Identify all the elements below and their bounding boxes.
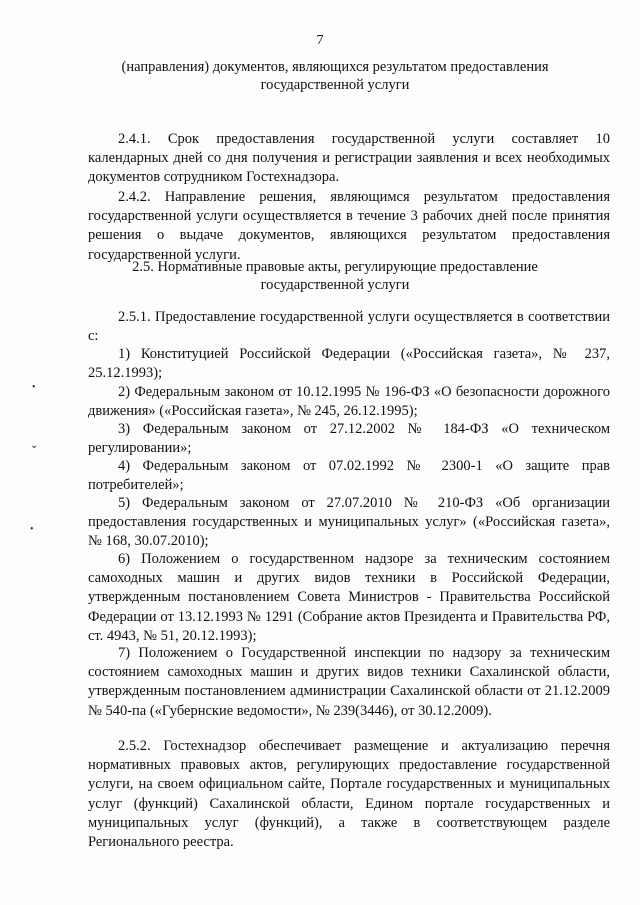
paragraph-2-4-1: 2.4.1. Срок предоставления государственной услуги составляет 10 календарных дней со дня получения и регистрации заявления и всех необходимых документов сотрудником Гостехнадзора. <box>88 131 610 186</box>
margin-dot-mark: • <box>32 382 36 393</box>
section-heading-2-5 <box>70 258 600 294</box>
list-item-6: 6) Положением о государственном надзоре за техническим состоянием самоходных машин и других видов техники в Российской Федерации, утвержденным постановлением Совета Министров - Правительства Российской Федерации от 13.12.1993 № 1291 (Собрание актов Президента и Правительства РФ, ст. 4943, № 51, 20.12.1993); <box>88 551 610 644</box>
heading-line: 2.5. Нормативные правовые акты, регулирующие предоставление <box>132 259 538 275</box>
margin-tick-mark: ⌄ <box>30 440 39 451</box>
heading-line: государственной услуги <box>260 77 410 93</box>
paragraph-2-5-1: 2.5.1. Предоставление государственной услуги осуществляется в соответствии с: <box>88 309 610 345</box>
list-item-3: 3) Федеральным законом от 27.12.2002 № 184-ФЗ «О техническом регулировании»; <box>88 421 610 457</box>
list-item-1: 1) Конституцией Российской Федерации («Российская газета», № 237, 25.12.1993); <box>88 346 610 382</box>
list-item-2: 2) Федеральным законом от 10.12.1995 № 196-ФЗ «О безопасности дорожного движения» («Российская газета», № 245, 26.12.1995); <box>88 384 610 420</box>
list-item-7: 7) Положением о Государственной инспекции по надзору за техническим состоянием самоходных машин и других видов техники Сахалинской области, утвержденным постановлением администрации Сахалинской области от 21.12.2009 № 540-па («Губернские ведомости», № 239(3446), от 30.12.2009). <box>88 645 610 719</box>
list-item-5: 5) Федеральным законом от 27.07.2010 № 210-ФЗ «Об организации предоставления государственных и муниципальных услуг» («Российская газета», № 168, 30.07.2010); <box>88 495 610 550</box>
margin-dot-mark: • <box>30 524 34 535</box>
page-number: 7 <box>316 33 324 48</box>
paragraph-2-4-2: 2.4.2. Направление решения, являющимся результатом предоставления государственной услуги осуществляется в течение 3 рабочих дней после принятия решения о выдаче документов, являющихся результатом предоставления государственной услуги. <box>88 189 610 263</box>
section-heading-2-4 <box>70 58 600 94</box>
paragraph-2-5-2: 2.5.2. Гостехнадзор обеспечивает размещение и актуализацию перечня нормативных правовых актов, регулирующих предоставление государственной услуги, на своем официальном сайте, Портале государственных и муниципальных услуг (функций) Сахалинской области, Едином портале государственных и муниципальных услуг (функций), а также в соответствующем разделе Регионального реестра. <box>88 738 610 851</box>
heading-line: (направления) документов, являющихся результатом предоставления <box>121 59 549 75</box>
list-item-4: 4) Федеральным законом от 07.02.1992 № 2300-1 «О защите прав потребителей»; <box>88 458 610 494</box>
heading-line: государственной услуги <box>260 277 410 293</box>
